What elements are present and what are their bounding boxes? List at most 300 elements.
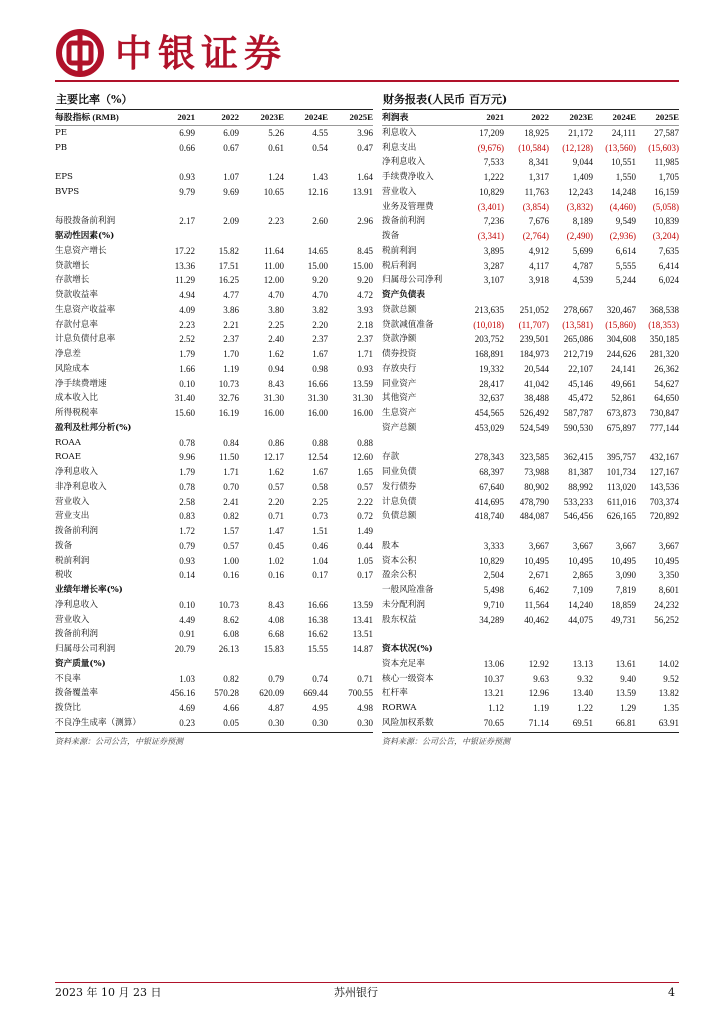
row-value: (15,860) xyxy=(605,319,636,330)
row-value: 2.20 xyxy=(268,496,284,507)
row-value: (3,832) xyxy=(566,201,593,212)
row-label: 净利息收入 xyxy=(382,157,425,168)
row-value: 13.51 xyxy=(352,629,373,640)
row-value: 4.94 xyxy=(179,290,195,301)
table-row xyxy=(382,303,679,318)
table-row xyxy=(382,686,679,701)
row-value: 15.83 xyxy=(263,644,284,655)
row-value: 6,462 xyxy=(528,585,549,596)
row-value: 13.13 xyxy=(572,658,593,669)
report-header xyxy=(55,22,675,84)
row-value: 49,661 xyxy=(611,378,636,389)
row-label: PB xyxy=(55,142,68,153)
row-label: 成本收入比 xyxy=(55,393,98,404)
table-row xyxy=(382,214,679,229)
row-value: 478,790 xyxy=(519,496,549,507)
row-value: 5,498 xyxy=(483,585,504,596)
table-row xyxy=(382,200,679,215)
row-value: 6.99 xyxy=(179,127,195,138)
row-value: 11,564 xyxy=(524,599,549,610)
table-row xyxy=(55,288,373,303)
row-value: 0.86 xyxy=(268,437,284,448)
row-value: 12.00 xyxy=(263,275,284,286)
year-header: 2025E xyxy=(349,112,373,123)
spacer-row xyxy=(382,627,679,642)
row-value: 16.62 xyxy=(307,629,328,640)
row-label: 核心一级资本 xyxy=(382,673,434,684)
row-label: 税收 xyxy=(55,570,73,581)
row-value: 0.82 xyxy=(223,511,239,522)
row-value: 113,020 xyxy=(607,481,636,492)
spacer-cell xyxy=(382,627,679,642)
row-value: (3,854) xyxy=(522,201,549,212)
row-value: 0.70 xyxy=(223,481,239,492)
table-row xyxy=(55,185,373,200)
row-value: 350,185 xyxy=(649,334,679,345)
row-label: 计息负债付息率 xyxy=(55,334,116,345)
row-value: 0.93 xyxy=(179,555,195,566)
row-value: 4.87 xyxy=(268,703,284,714)
section-label: 资本状况(%) xyxy=(382,644,433,655)
table-row xyxy=(382,391,679,406)
row-value: 24,141 xyxy=(611,363,636,374)
row-value: 323,585 xyxy=(519,452,549,463)
row-value: 620.09 xyxy=(259,688,284,699)
row-value: 16.66 xyxy=(307,378,328,389)
row-label: 盈余公积 xyxy=(382,570,417,581)
row-value: 703,374 xyxy=(649,496,679,507)
table-row xyxy=(55,716,373,731)
table-row xyxy=(382,539,679,554)
row-label: 税前利润 xyxy=(55,555,90,566)
row-value: 0.54 xyxy=(312,142,328,153)
row-value: 2.25 xyxy=(268,319,284,330)
row-value: 10,829 xyxy=(479,186,504,197)
table-row xyxy=(382,716,679,731)
row-value: 265,086 xyxy=(563,334,593,345)
row-value: 1.72 xyxy=(179,526,195,537)
row-label: 贷款净额 xyxy=(382,334,417,345)
table-row xyxy=(382,450,679,465)
row-value: 8.45 xyxy=(357,245,373,256)
row-value: 27,587 xyxy=(654,127,679,138)
row-value: 454,565 xyxy=(474,408,504,419)
row-value: 10,495 xyxy=(524,555,549,566)
row-value: 16.66 xyxy=(307,599,328,610)
row-value: 3.86 xyxy=(223,304,239,315)
row-value: 1.49 xyxy=(357,526,373,537)
row-value: 9,044 xyxy=(572,157,593,168)
row-label: 资本充足率 xyxy=(382,658,425,669)
row-value: 38,488 xyxy=(524,393,549,404)
row-value: 1.57 xyxy=(223,526,239,537)
row-value: 1.24 xyxy=(268,172,284,183)
row-value: 14.02 xyxy=(658,658,679,669)
row-value: 1.22 xyxy=(577,703,593,714)
row-value: 1.67 xyxy=(312,349,328,360)
row-value: 184,973 xyxy=(519,349,549,360)
header-label: 每股指标 (RMB) xyxy=(55,112,119,123)
row-value: 16.19 xyxy=(218,408,239,419)
section-header-row xyxy=(55,229,373,244)
key-ratios-panel xyxy=(55,92,373,747)
section-header-row xyxy=(382,288,679,303)
row-value: (13,581) xyxy=(562,319,593,330)
row-label: EPS xyxy=(55,172,73,183)
row-value: 143,536 xyxy=(649,481,679,492)
row-value: 2.23 xyxy=(179,319,195,330)
table-row xyxy=(55,465,373,480)
table-row xyxy=(55,539,373,554)
table-row xyxy=(382,701,679,716)
row-value: (2,936) xyxy=(609,231,636,242)
row-value: 26,362 xyxy=(654,363,679,374)
row-label: 股本 xyxy=(382,540,400,551)
row-value: 4.70 xyxy=(312,290,328,301)
table-row xyxy=(55,347,373,362)
row-value: 45,472 xyxy=(568,393,593,404)
row-label: 不良率 xyxy=(55,673,81,684)
row-value: 4,539 xyxy=(572,275,593,286)
row-value: 0.57 xyxy=(357,481,373,492)
row-value: 1.07 xyxy=(223,172,239,183)
row-label: 非净利息收入 xyxy=(55,481,107,492)
row-value: 418,740 xyxy=(474,511,504,522)
row-value: 9,710 xyxy=(483,599,504,610)
row-label: 贷款总额 xyxy=(382,304,417,315)
row-value: 0.16 xyxy=(223,570,239,581)
row-value: 6,414 xyxy=(658,260,679,271)
year-header: 2025E xyxy=(655,112,679,123)
table-row xyxy=(382,332,679,347)
row-label: 归属母公司利润 xyxy=(55,644,116,655)
row-value: 17.22 xyxy=(174,245,195,256)
table-row xyxy=(382,273,679,288)
row-value: 34,289 xyxy=(479,614,504,625)
row-value: 0.79 xyxy=(268,673,284,684)
row-value: 0.71 xyxy=(357,673,373,684)
row-value: 730,847 xyxy=(649,408,679,419)
row-value: 2.37 xyxy=(312,334,328,345)
row-value: (3,401) xyxy=(477,201,504,212)
row-label: PE xyxy=(55,127,68,138)
row-label: 计息负债 xyxy=(382,496,417,507)
row-value: 1,705 xyxy=(658,172,679,183)
row-value: 9.40 xyxy=(620,673,636,684)
row-value: 1.79 xyxy=(179,349,195,360)
table-row xyxy=(382,185,679,200)
row-value: 1,409 xyxy=(572,172,593,183)
row-label: ROAE xyxy=(55,452,81,463)
row-label: 每股拨备前利润 xyxy=(55,216,116,227)
row-label: 贷款增长 xyxy=(55,260,90,271)
row-label: 资本公积 xyxy=(382,555,417,566)
row-label: 生息资产增长 xyxy=(55,245,107,256)
row-value: 1.43 xyxy=(312,172,328,183)
row-value: 0.88 xyxy=(357,437,373,448)
year-header: 2021 xyxy=(177,112,195,123)
row-value: 2.25 xyxy=(312,496,328,507)
row-value: 0.79 xyxy=(179,540,195,551)
row-value: 4.98 xyxy=(357,703,373,714)
row-value: 1.29 xyxy=(620,703,636,714)
row-value: 10,839 xyxy=(654,216,679,227)
row-value: 1,222 xyxy=(483,172,504,183)
table-header-row xyxy=(382,110,679,125)
section-header-row xyxy=(55,421,373,436)
table-row xyxy=(55,568,373,583)
table-row xyxy=(55,303,373,318)
row-value: 1.67 xyxy=(312,467,328,478)
table-row xyxy=(55,125,373,140)
row-value: 590,530 xyxy=(563,422,593,433)
table-row xyxy=(55,509,373,524)
row-label: 拨备 xyxy=(55,540,73,551)
spacer-row xyxy=(382,524,679,539)
row-value: 7,236 xyxy=(483,216,504,227)
row-value: 31.30 xyxy=(307,393,328,404)
table-row xyxy=(382,613,679,628)
row-value: 3.80 xyxy=(268,304,284,315)
year-header: 2021 xyxy=(486,112,504,123)
row-label: RORWA xyxy=(382,703,417,714)
row-label: 拨贷比 xyxy=(55,703,81,714)
financial-statements-title: 财务报表(人民币 百万元) xyxy=(383,93,508,106)
row-value: 9,549 xyxy=(615,216,636,227)
section-label: 盈利及杜邦分析(%) xyxy=(55,422,132,433)
row-value: 0.72 xyxy=(357,511,373,522)
row-label: 负债总额 xyxy=(382,511,417,522)
row-value: 16.00 xyxy=(263,408,284,419)
row-value: 15.82 xyxy=(218,245,239,256)
row-value: 2.18 xyxy=(357,319,373,330)
spacer-row xyxy=(55,200,373,215)
row-value: 13.59 xyxy=(352,599,373,610)
row-value: 524,549 xyxy=(519,422,549,433)
row-value: 8.43 xyxy=(268,599,284,610)
row-label: 营业收入 xyxy=(55,614,90,625)
table-row xyxy=(382,672,679,687)
row-value: 0.30 xyxy=(357,717,373,728)
row-value: (13,560) xyxy=(605,142,636,153)
row-label: 拨备覆盖率 xyxy=(55,688,98,699)
row-value: 213,635 xyxy=(474,304,504,315)
row-value: 3,667 xyxy=(528,540,549,551)
row-label: 拨备前利润 xyxy=(55,629,98,640)
row-value: 0.84 xyxy=(223,437,239,448)
row-value: 414,695 xyxy=(474,496,504,507)
row-value: 31.30 xyxy=(352,393,373,404)
row-label: 净手续费增速 xyxy=(55,378,107,389)
row-value: 1,317 xyxy=(528,172,549,183)
table-row xyxy=(382,377,679,392)
table-row xyxy=(55,450,373,465)
row-label: BVPS xyxy=(55,186,80,197)
key-ratios-title: 主要比率（%） xyxy=(56,93,133,106)
table-row xyxy=(382,509,679,524)
row-label: 利息收入 xyxy=(382,127,417,138)
table-row xyxy=(55,362,373,377)
table-row xyxy=(55,598,373,613)
table-row xyxy=(55,495,373,510)
row-value: 13.61 xyxy=(615,658,636,669)
table-row xyxy=(382,406,679,421)
year-header: 2023E xyxy=(569,112,593,123)
row-value: 0.46 xyxy=(312,540,328,551)
row-label: 存款 xyxy=(382,452,400,463)
row-value: 1.02 xyxy=(268,555,284,566)
row-value: 5.26 xyxy=(268,127,284,138)
table-row xyxy=(55,701,373,716)
row-value: 1.79 xyxy=(179,467,195,478)
row-value: 673,873 xyxy=(606,408,636,419)
table-row xyxy=(55,141,373,156)
row-value: 1.70 xyxy=(223,349,239,360)
row-value: 12.60 xyxy=(352,452,373,463)
row-value: (10,584) xyxy=(518,142,549,153)
row-value: 611,016 xyxy=(607,496,636,507)
row-value: 320,467 xyxy=(606,304,636,315)
row-value: 0.78 xyxy=(179,481,195,492)
row-label: 股东权益 xyxy=(382,614,417,625)
row-value: 18,859 xyxy=(611,599,636,610)
row-value: 16.00 xyxy=(307,408,328,419)
row-value: (12,128) xyxy=(562,142,593,153)
row-value: 63.91 xyxy=(658,717,679,728)
row-value: 9.96 xyxy=(179,452,195,463)
row-value: 24,111 xyxy=(611,127,636,138)
table-row xyxy=(382,259,679,274)
row-value: 0.58 xyxy=(312,481,328,492)
row-value: (9,676) xyxy=(477,142,504,153)
row-label: 同业负债 xyxy=(382,467,417,478)
row-value: 1.51 xyxy=(312,526,328,537)
table-row xyxy=(55,406,373,421)
row-value: 15.55 xyxy=(307,644,328,655)
row-value: 0.17 xyxy=(357,570,373,581)
row-value: 69.51 xyxy=(572,717,593,728)
row-value: (3,341) xyxy=(477,231,504,242)
row-value: 0.17 xyxy=(312,570,328,581)
row-value: 45,146 xyxy=(568,378,593,389)
spacer-cell xyxy=(382,524,679,539)
key-ratios-table xyxy=(55,110,373,731)
year-header: 2022 xyxy=(531,112,549,123)
footer-divider xyxy=(55,982,679,983)
row-label: 资产总额 xyxy=(382,422,417,433)
row-value: 0.23 xyxy=(179,717,195,728)
row-value: 10.65 xyxy=(263,186,284,197)
row-label: 拨备前利润 xyxy=(382,216,425,227)
table-row xyxy=(382,170,679,185)
row-value: 2.58 xyxy=(179,496,195,507)
row-value: 7,819 xyxy=(615,585,636,596)
row-value: 26.13 xyxy=(218,644,239,655)
year-header: 2022 xyxy=(221,112,239,123)
row-value: 0.45 xyxy=(268,540,284,551)
row-value: 362,415 xyxy=(563,452,593,463)
row-value: 12.54 xyxy=(307,452,328,463)
row-value: 19,332 xyxy=(479,363,504,374)
row-value: 11.64 xyxy=(264,245,284,256)
row-label: 手续费净收入 xyxy=(382,172,434,183)
table-row xyxy=(382,318,679,333)
row-value: 278,667 xyxy=(563,304,593,315)
row-value: (10,018) xyxy=(473,319,504,330)
row-value: 127,167 xyxy=(649,467,679,478)
row-label: 其他资产 xyxy=(382,393,417,404)
table-bottom-rule xyxy=(382,732,679,733)
row-value: 0.94 xyxy=(268,363,284,374)
row-value: 4,912 xyxy=(528,245,549,256)
table-row xyxy=(55,686,373,701)
row-value: 41,042 xyxy=(524,378,549,389)
row-value: 0.71 xyxy=(268,511,284,522)
row-value: 21,172 xyxy=(568,127,593,138)
table-row xyxy=(55,377,373,392)
row-value: 3,333 xyxy=(483,540,504,551)
source-note: 资料来源：公司公告，中银证券预测 xyxy=(382,736,510,746)
row-value: 2,504 xyxy=(483,570,504,581)
row-value: 9.79 xyxy=(179,186,195,197)
row-value: 15.00 xyxy=(352,260,373,271)
row-value: 0.78 xyxy=(179,437,195,448)
row-value: 16.00 xyxy=(352,408,373,419)
row-label: 税前利润 xyxy=(382,245,417,256)
table-row xyxy=(55,642,373,657)
row-value: 777,144 xyxy=(649,422,679,433)
row-value: 81,387 xyxy=(568,467,593,478)
bank-of-china-logo-icon xyxy=(55,28,105,78)
row-value: 4.72 xyxy=(357,290,373,301)
row-value: 13.82 xyxy=(658,688,679,699)
table-row xyxy=(382,568,679,583)
row-value: 10,829 xyxy=(479,555,504,566)
row-value: 7,635 xyxy=(658,245,679,256)
table-row xyxy=(55,259,373,274)
row-value: 13.21 xyxy=(483,688,504,699)
table-row xyxy=(55,627,373,642)
row-label: 所得税税率 xyxy=(55,408,98,419)
row-value: 0.88 xyxy=(312,437,328,448)
row-value: 546,456 xyxy=(563,511,593,522)
row-value: 1.62 xyxy=(268,349,284,360)
table-row xyxy=(55,214,373,229)
row-value: 244,626 xyxy=(606,349,636,360)
row-value: 0.10 xyxy=(179,378,195,389)
row-value: 67,640 xyxy=(479,481,504,492)
row-value: 6,614 xyxy=(615,245,636,256)
row-value: 0.30 xyxy=(312,717,328,728)
row-value: 1.47 xyxy=(268,526,284,537)
row-value: 10,495 xyxy=(611,555,636,566)
section-label: 业绩年增长率(%) xyxy=(55,585,123,596)
row-value: 2.09 xyxy=(223,216,239,227)
row-value: 203,752 xyxy=(474,334,504,345)
table-bottom-rule xyxy=(55,732,373,733)
row-value: 0.57 xyxy=(268,481,284,492)
section-header-row xyxy=(55,657,373,672)
row-value: 3.93 xyxy=(357,304,373,315)
table-row xyxy=(382,244,679,259)
row-label: 杠杆率 xyxy=(382,688,408,699)
row-value: 7,676 xyxy=(528,216,549,227)
row-value: 0.14 xyxy=(179,570,195,581)
row-value: 3.96 xyxy=(357,127,373,138)
row-value: 3,107 xyxy=(483,275,504,286)
year-header: 2024E xyxy=(612,112,636,123)
row-value: 1.12 xyxy=(488,703,504,714)
